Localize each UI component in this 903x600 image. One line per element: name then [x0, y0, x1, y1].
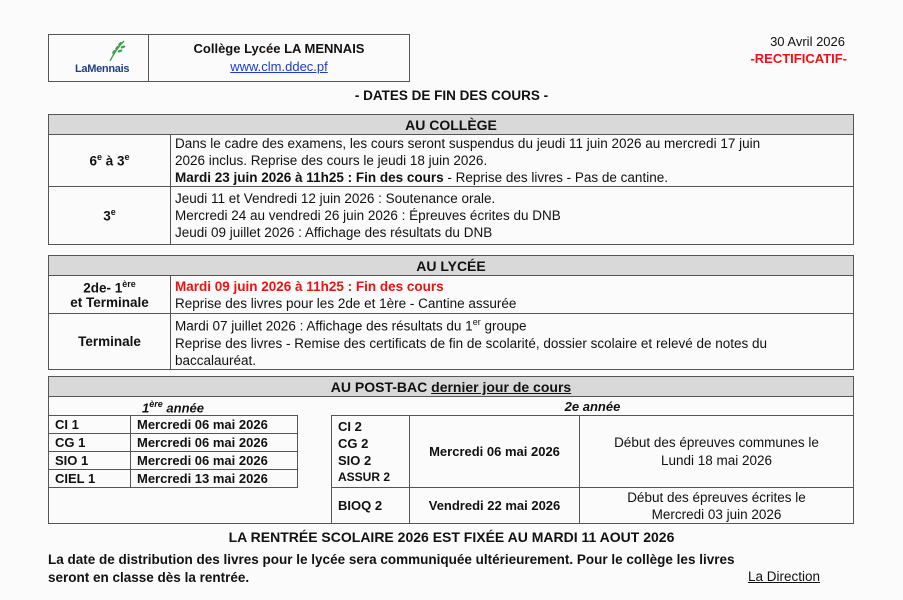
books-notice: La date de distribution des livres pour le lycée sera communiquée ultérieurement. Pour le collège les livres seront en classe dès la rentrée. [48, 552, 735, 585]
info-cell: Dans le cadre des examens, les cours seront suspendus du jeudi 11 juin 2026 au mercredi 17 juin 2026 inclus. Reprise des cours le jeudi 18 juin 2026. Mardi 23 juin 2026 à 11h25 : Fin des cours - Reprise des livres - Pas de cantine. [171, 135, 854, 187]
table-row [49, 314, 854, 370]
exam-note: Début des épreuves communes le Lundi 18 mai 2026 [580, 416, 854, 488]
level-cell: Terminale [49, 314, 171, 370]
table-row: CI 2 CG 2 SIO 2 ASSUR 2 Mercredi 06 mai 2026 Début des épreuves communes le Lundi 18 mai 2026 [332, 416, 854, 488]
level-cell: 2de- 1ère et Terminale [49, 276, 171, 314]
school-name: Collège Lycée LA MENNAIS [193, 41, 365, 56]
wheat-icon [104, 39, 128, 63]
table-row: CI 1 Mercredi 06 mai 2026 [49, 416, 298, 434]
lycee-heading: AU LYCÉE [49, 256, 854, 276]
rectificatif-notice: -RECTIFICATIF- [750, 51, 847, 66]
level-cell: 6e à 3e [49, 135, 171, 187]
table-row: SIO 1 Mercredi 06 mai 2026 [49, 452, 298, 470]
lycee-table [48, 255, 854, 370]
info-cell: Mardi 07 juillet 2026 : Affichage des résultats du 1er groupe Reprise des livres - Remise des certificats de fin de scolarité, dossier scolaire et relevé de notes du baccalauréat. [171, 314, 854, 370]
table-row [49, 276, 854, 314]
code-cell: CI 2 CG 2 SIO 2 ASSUR 2 [332, 416, 410, 488]
document-date: 30 Avril 2026 [770, 34, 845, 49]
level-cell: 3e [49, 187, 171, 245]
exam-note: Début des épreuves écrites le Mercredi 03 juin 2026 [580, 488, 854, 524]
postbac-heading: AU POST-BAC dernier jour de cours [49, 377, 853, 397]
first-year-label: 1ère année [142, 399, 204, 416]
website-link[interactable]: www.clm.ddec.pf [230, 59, 328, 74]
table-row: CG 1 Mercredi 06 mai 2026 [49, 434, 298, 452]
table-row: CIEL 1 Mercredi 13 mai 2026 [49, 470, 298, 488]
header-box [48, 34, 410, 82]
info-cell: Jeudi 11 et Vendredi 12 juin 2026 : Soutenance orale. Mercredi 24 au vendredi 26 juin 2026 : Épreuves écrites du DNB Jeudi 09 juillet 2026 : Affichage des résultats du DNB [171, 187, 854, 245]
page-title: - DATES DE FIN DES COURS - [354, 88, 549, 103]
second-year-label: 2e année [564, 399, 621, 414]
college-heading: AU COLLÈGE [49, 115, 854, 135]
end-of-classes: Mardi 23 juin 2026 à 11h25 : Fin des cours [175, 170, 444, 185]
first-year-table [48, 415, 298, 488]
table-row [49, 135, 854, 187]
college-table [48, 114, 854, 245]
second-year-table [331, 415, 854, 524]
logo [49, 35, 149, 81]
signature: La Direction [748, 569, 821, 584]
table-row: BIOQ 2 Vendredi 22 mai 2026 Début des épreuves écrites le Mercredi 03 juin 2026 [332, 488, 854, 524]
table-row [49, 187, 854, 245]
logo-text: LaMennais [75, 63, 130, 75]
end-of-classes: Mardi 09 juin 2026 à 11h25 : Fin des cours [175, 278, 444, 294]
info-cell: Mardi 09 juin 2026 à 11h25 : Fin des cours Reprise des livres pour les 2de et 1ère - Cantine assurée [171, 276, 854, 314]
rentree-announcement: LA RENTRÉE SCOLAIRE 2026 EST FIXÉE AU MARDI 11 AOUT 2026 [228, 529, 675, 545]
